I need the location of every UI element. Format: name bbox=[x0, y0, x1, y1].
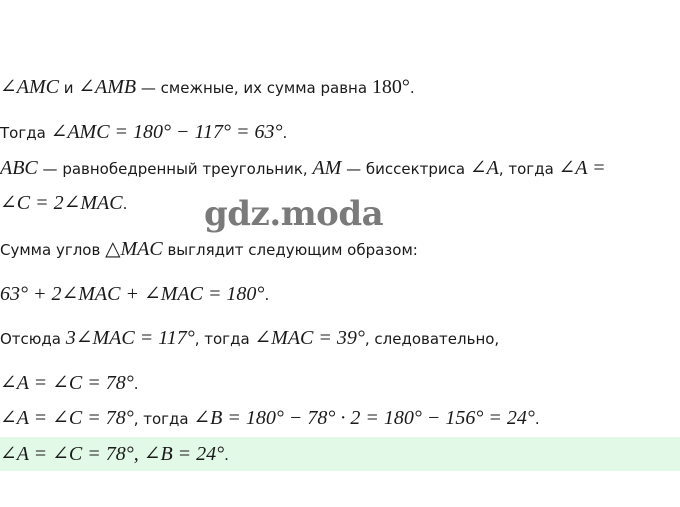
text: Сумма углов bbox=[0, 241, 106, 259]
math-triangle-mac: △MAC bbox=[105, 238, 163, 260]
math-a-c-78: ∠A = ∠C = 78° bbox=[0, 407, 134, 429]
math-c-2mac: ∠C = 2∠MAC bbox=[0, 192, 123, 214]
math-angle-amc: ∠AMC bbox=[0, 76, 59, 98]
text: . bbox=[224, 446, 229, 464]
line-a-c-78 bbox=[0, 372, 138, 395]
math-angle-a-eq: ∠A = bbox=[558, 157, 606, 179]
line-amc-value bbox=[0, 121, 287, 144]
math-a-c-78: ∠A = ∠C = 78° bbox=[0, 372, 134, 394]
text: и bbox=[58, 79, 79, 97]
text: выглядит следующим образом: bbox=[162, 241, 418, 259]
text: , тогда bbox=[133, 410, 194, 428]
math-angle-amb: ∠AMB bbox=[78, 76, 137, 98]
math-am: AM bbox=[312, 157, 342, 179]
text: Отсюда bbox=[0, 330, 66, 348]
line-mac-value bbox=[0, 327, 499, 350]
math-mac-39: ∠MAC = 39° bbox=[254, 327, 365, 349]
text: Тогда bbox=[0, 124, 51, 142]
math-3mac: 3∠MAC = 117° bbox=[65, 327, 195, 349]
text: . bbox=[122, 195, 128, 213]
text: . bbox=[282, 124, 288, 142]
text: , тогда bbox=[498, 160, 559, 178]
line-c-equals bbox=[0, 192, 127, 215]
math-amc-equation: ∠AMC = 180° − 117° = 63° bbox=[50, 121, 283, 143]
text: — биссектриса bbox=[341, 160, 470, 178]
text: . bbox=[264, 286, 270, 304]
math-sum-equation: 63° + 2∠MAC + ∠MAC = 180° bbox=[0, 283, 265, 305]
line-angle-b bbox=[0, 407, 540, 430]
line-angle-sum bbox=[0, 238, 418, 261]
line-sum-equation bbox=[0, 283, 269, 306]
watermark-logo: gdz.moda bbox=[204, 194, 384, 234]
text: . bbox=[534, 410, 540, 428]
text: . bbox=[133, 375, 139, 393]
math-answer: ∠A = ∠C = 78°, ∠B = 24° bbox=[0, 443, 225, 465]
math-angle-a: ∠A bbox=[469, 157, 499, 179]
line-adjacent-angles bbox=[0, 76, 415, 99]
text: — равнобедренный треугольник, bbox=[37, 160, 313, 178]
text: . bbox=[409, 79, 415, 97]
math-abc: ABC bbox=[0, 157, 38, 179]
math-b-equation: ∠B = 180° − 78° · 2 = 180° − 156° = 24° bbox=[193, 407, 535, 429]
text: — смежные, их сумма равна bbox=[136, 79, 372, 97]
text: , тогда bbox=[194, 330, 255, 348]
line-answer bbox=[0, 443, 229, 466]
text: , следовательно, bbox=[364, 330, 500, 348]
math-180: 180° bbox=[371, 76, 410, 98]
line-isosceles bbox=[0, 157, 606, 180]
